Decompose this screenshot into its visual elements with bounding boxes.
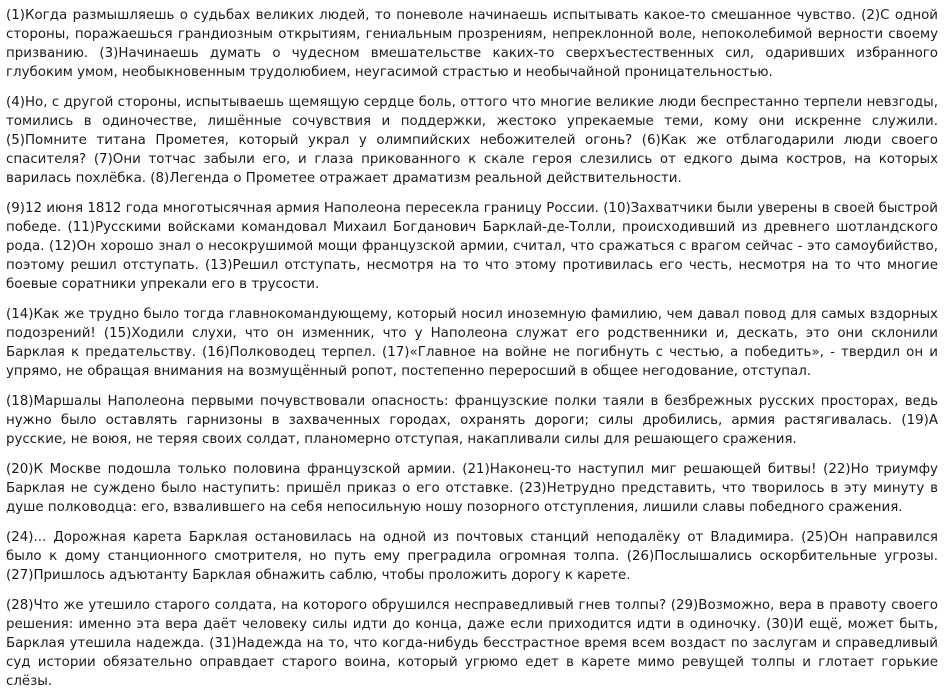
paragraph-6: (20)К Москве подошла только половина французской армии. (21)Наконец-то наступил миг решающей битвы! (22)Но триумфу Барклая не суждено было наступить: пришёл приказ о его отставке. (23)Нетрудно представить, что творилось в эту минуту в душе полководца: его, взвалившего на себя непосильную ношу позорного отступления, лишили славы победного сражения.	[6, 462, 938, 515]
paragraph-2: (4)Но, с другой стороны, испытываешь щемящую сердце боль, оттого что многие великие люди беспрестанно терпели невзгоды, томились в одиночестве, лишённые сочувствия и поддержки, жестоко упрекаемые теми, кому они искренне служили. (5)Помните титана Прометея, который украл у олимпийских небожителей огонь? (6)Как же отблагодарили люди своего спасителя? (7)Они тотчас забыли его, и глаза прикованного к скале героя слезились от едкого дыма костров, на которых варилась похлёбка. (8)Легенда о Прометее отражает драматизм реальной действительности.	[6, 95, 938, 186]
paragraph-3: (9)12 июня 1812 года многотысячная армия Наполеона пересекла границу России. (10)Захватчики были уверены в своей быстрой победе. (11)Русскими войсками командовал Михаил Богданович Барклай-де-Толли, происходивший из древнего шотландского рода. (12)Он хорошо знал о несокрушимой мощи французской армии, считал, что сражаться с врагом сейчас - это самоубийство, поэтому решил отступать. (13)Решил отступать, несмотря на то что этому противилась его честь, несмотря на то что многие боевые соратники упрекали его в трусости.	[6, 201, 938, 292]
paragraph-4: (14)Как же трудно было тогда главнокомандующему, который носил иноземную фамилию, чем давал повод для самых вздорных подозрений! (15)Ходили слухи, что он изменник, что у Наполеона служат его родственники и, дескать, это они склонили Барклая к предательству. (16)Полководец терпел. (17)«Главное на войне не погибнуть с честью, а победить», - твердил он и упрямо, не обращая внимания на возмущённый ропот, постепенно переросший в общее негодование, отступал.	[6, 307, 938, 379]
paragraph-5: (18)Маршалы Наполеона первыми почувствовали опасность: французские полки таяли в безбрежных русских просторах, ведь нужно было оставлять гарнизоны в захваченных городах, охранять дороги; силы дробились, армия растягивалась. (19)А русские, не воюя, не теряя своих солдат, планомерно отступая, накапливали силы для решающего сражения.	[6, 394, 938, 447]
paragraph-8: (28)Что же утешило старого солдата, на которого обрушился несправедливый гнев толпы? (29)Возможно, вера в правоту своего решения: именно эта вера даёт человеку силы идти до конца, даже если приходится идти в одиночку. (30)И ещё, может быть, Барклая утешила надежда. (31)Надежда на то, что когда-нибудь бесстрастное время всем воздаст по заслугам и справедливый суд истории обязательно оправдает старого воина, который угрюмо едет в карете мимо ревущей толпы и глотает горькие слёзы.	[6, 598, 938, 689]
paragraph-1: (1)Когда размышляешь о судьбах великих людей, то поневоле начинаешь испытывать какое-то смешанное чувство. (2)С одной стороны, поражаешься грандиозным открытиям, гениальным прозрениям, непреклонной воле, непоколебимой верности своему призванию. (3)Начинаешь думать о чудесном вмешательстве каких-то сверхъестественных сил, одаривших избранного глубоким умом, необыкновенным трудолюбием, неугасимой страстью и необычайной проницательностью.	[6, 8, 938, 80]
paragraph-7: (24)... Дорожная карета Барклая остановилась на одной из почтовых станций неподалёку от Владимира. (25)Он направился было к дому станционного смотрителя, но путь ему преградила огромная толпа. (26)Послышались оскорбительные угрозы. (27)Пришлось адъютанту Барклая обнажить саблю, чтобы проложить дорогу к карете.	[6, 530, 938, 583]
